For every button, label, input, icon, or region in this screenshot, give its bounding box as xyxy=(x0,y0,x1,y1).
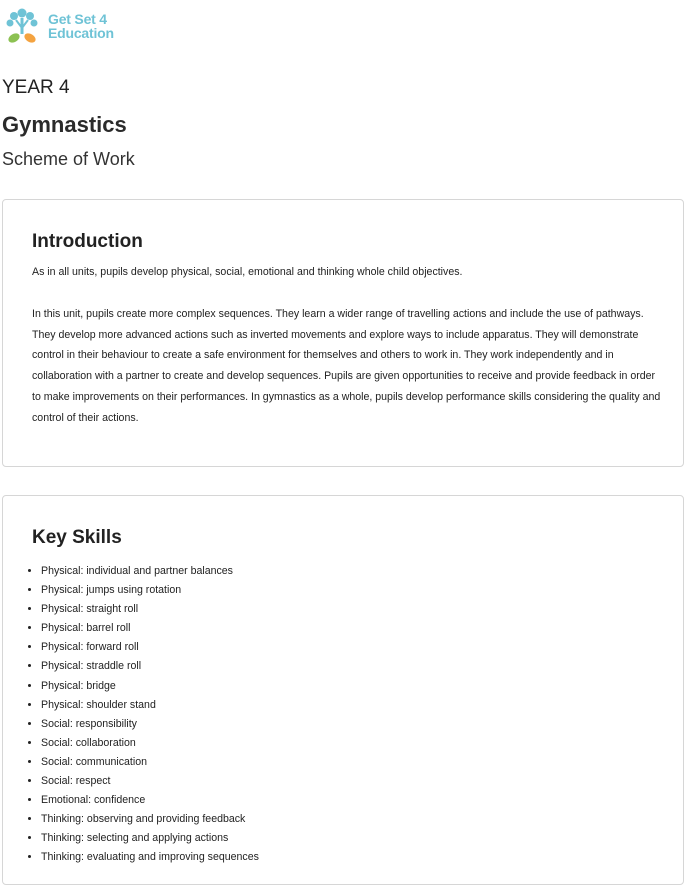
skill-item: • Thinking: selecting and applying actions xyxy=(41,829,259,848)
key-skills-card xyxy=(2,495,684,885)
skill-item: • Physical: forward roll xyxy=(41,638,259,657)
skill-item: • Social: respect xyxy=(41,772,259,791)
key-skills-list xyxy=(25,562,259,868)
skill-item: • Physical: straddle roll xyxy=(41,657,259,676)
page-title: Gymnastics xyxy=(2,112,127,137)
introduction-paragraph-2: In this unit, pupils create more complex sequences. They learn a wider range of travelling actions and include the use of pathways. They develop more advanced actions such as inverted movements and explore ways to include apparatus. They will demonstrate control in their behaviour to create a safe environment for themselves and others to work in. They work independently and in collaboration with a partner to create and develop sequences. Pupils are given opportunities to receive and provide feedback in order to make improvements on their performances. In gymnastics as a whole, pupils develop performance skills considering the quality and control of their actions. xyxy=(32,308,661,424)
introduction-paragraph-1: As in all units, pupils develop physical, social, emotional and thinking whole child objectives. xyxy=(32,266,463,278)
skill-item: • Physical: straight roll xyxy=(41,600,259,619)
skill-item: • Physical: bridge xyxy=(41,677,259,696)
skill-item: • Social: collaboration xyxy=(41,734,259,753)
skill-item: • Physical: shoulder stand xyxy=(41,696,259,715)
skill-item: • Thinking: evaluating and improving sequences xyxy=(41,848,259,867)
skill-item: • Physical: individual and partner balances xyxy=(41,562,259,581)
logo xyxy=(2,6,114,46)
skill-item: • Emotional: confidence xyxy=(41,791,259,810)
introduction-card xyxy=(2,199,684,467)
logo-text-line1: Get Set 4 xyxy=(48,11,107,27)
skill-item: • Social: communication xyxy=(41,753,259,772)
key-skills-heading: Key Skills xyxy=(32,527,122,548)
logo-text-line2: Education xyxy=(48,25,114,41)
skill-item: • Physical: barrel roll xyxy=(41,619,259,638)
introduction-heading: Introduction xyxy=(32,231,143,252)
year-label: YEAR 4 xyxy=(2,77,70,98)
skill-item: • Thinking: observing and providing feedback xyxy=(41,810,259,829)
skill-item: • Physical: jumps using rotation xyxy=(41,581,259,600)
tree-logo-icon xyxy=(2,6,42,46)
page-subtitle: Scheme of Work xyxy=(2,149,135,169)
skill-item: • Social: responsibility xyxy=(41,715,259,734)
